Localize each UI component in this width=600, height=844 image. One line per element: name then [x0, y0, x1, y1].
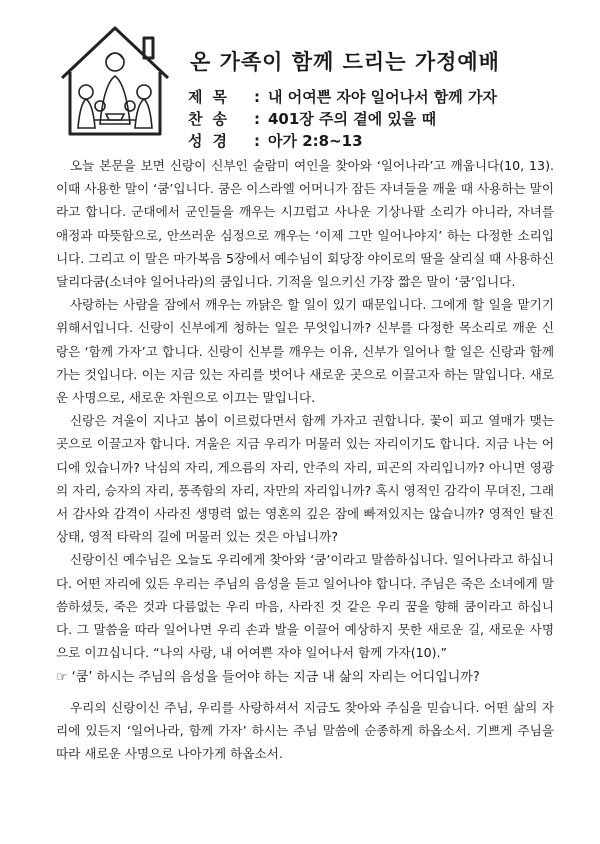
- pointing-hand-icon: ☞: [56, 670, 68, 686]
- body-paragraph: 신랑이신 예수님은 오늘도 우리에게 찾아와 ‘쿰’이라고 말씀하십니다. 일어나라고 하십니다. 어떤 자리에 있든 우리는 주님의 음성을 듣고 일어나야 합니다. 주님은 죽은 소녀에게 말씀하셨듯, 죽은 것과 다름없는 우리 마음, 사라진 것 같은 우리 꿈을 향해 쿰이라고 하십니다. 그 말씀을 따라 일어나면 우리 손과 발을 이끌어 예상하지 못한 새로운 길, 새로운 사명으로 이끄십니다. “나의 사랑, 내 어여쁜 자야 일어나서 함께 가자(10).”: [56, 552, 555, 661]
- page-title: 온 가족이 함께 드리는 가정예배: [190, 50, 500, 74]
- question-text: ‘쿰’ 하시는 주님의 음성을 들어야 하는 지금 내 삶의 자리는 어디입니까?: [71, 670, 480, 686]
- meta-label: 성경: [188, 132, 237, 150]
- body-paragraph: 오늘 본문을 보면 신랑이 신부인 술람미 여인을 찾아와 ‘일어나라’고 깨웁니다(10, 13). 이때 사용한 말이 ‘쿰’입니다. 쿰은 이스라엘 어머니가 잠든 자녀들을 깨울 때 사용하는 말이라고 합니다. 군대에서 군인들을 깨우는 시끄럽고 사나운 기상나팔 소리가 아니라, 자녀를 애정과 따뜻함으로, 안쓰러운 심정으로 깨우는 ‘이제 그만 일어나야지’ 하는 다정한 소리입니다. 그리고 이 말은 마가복음 5장에서 예수님이 회당장 야이로의 딸을 살리실 때 사용하신 달리다쿰(소녀야 일어나라)의 쿰입니다. 기적을 일으키신 가장 짧은 말이 ‘쿰’입니다.: [56, 158, 555, 290]
- meta-row-topic: [188, 86, 497, 108]
- body-paragraph: 신랑은 겨울이 지나고 봄이 이르렀다면서 함께 가자고 권합니다. 꽃이 피고 열매가 맺는 곳으로 이끌고자 합니다. 겨울은 지금 우리가 머물러 있는 자리이기도 합니다. 지금 나는 어디에 있습니까? 낙심의 자리, 게으름의 자리, 안주의 자리, 피곤의 자리입니까? 아니면 영광의 자리, 승자의 자리, 풍족함의 자리, 자만의 자리입니까? 혹시 영적인 감각이 무뎌진, 그래서 감사와 감격이 사라진 생명력 없는 영혼의 깊은 잠에 빠져있지는 않습니까? 영적인 탈진상태, 영적 타락의 길에 머물러 있는 것은 아닙니까?: [56, 413, 554, 545]
- body-paragraph: 사랑하는 사람을 잠에서 깨우는 까닭은 할 일이 있기 때문입니다. 그에게 할 일을 맡기기 위해서입니다. 신랑이 신부에게 청하는 일은 무엇입니까? 신부를 다정한 목소리로 깨운 신랑은 ‘함께 가자’고 합니다. 신랑이 신부를 깨우는 이유, 신부가 일어나 할 일은 신랑과 함께 가는 것입니다. 이는 지금 있는 자리를 벗어나 새로운 곳으로 이끌고자 하는 말입니다. 새로운 사명으로, 새로운 차원으로 이끄는 말입니다.: [56, 297, 554, 406]
- worship-meta: [188, 86, 497, 152]
- family-figures-icon: [78, 53, 152, 128]
- meta-label: 제목: [188, 88, 237, 106]
- meta-value: 401장 주의 곁에 있을 때: [268, 110, 437, 128]
- meta-separator: :: [254, 88, 260, 106]
- meta-value: 내 어여쁜 자야 일어나서 함께 가자: [268, 88, 497, 106]
- meta-label: 찬송: [188, 110, 237, 128]
- house-icon: [62, 28, 168, 134]
- reflection-question: [56, 666, 554, 689]
- family-worship-logo: [56, 20, 174, 140]
- sermon-body: [56, 154, 554, 765]
- meta-row-scripture: [188, 130, 497, 152]
- meta-row-hymn: [188, 108, 497, 130]
- meta-value: 아가 2:8~13: [268, 132, 363, 150]
- meta-separator: :: [254, 110, 260, 128]
- closing-prayer: 우리의 신랑이신 주님, 우리를 사랑하셔서 지금도 찾아와 주심을 믿습니다. 어떤 삶의 자리에 있든지 ‘일어나라, 함께 가자’ 하시는 주님 말씀에 순종하게 하옵소서. 기쁘게 주님을 따라 새로운 사명으로 나아가게 하옵소서.: [56, 699, 554, 762]
- meta-separator: :: [254, 132, 260, 150]
